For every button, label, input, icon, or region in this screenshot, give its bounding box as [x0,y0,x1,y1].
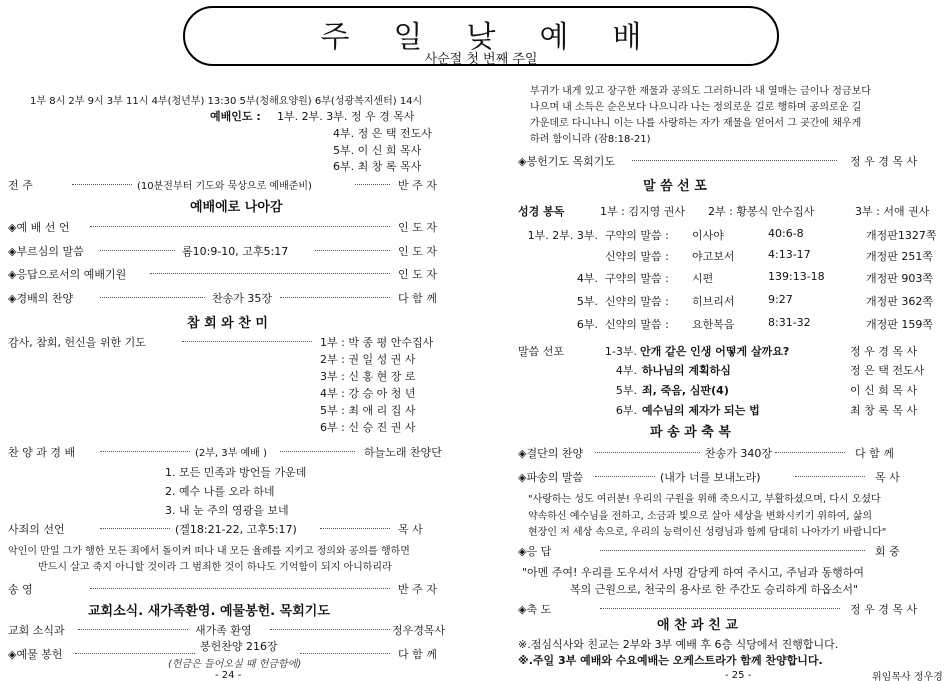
offering-leader: 다 함 께 [398,648,437,661]
reading-page: 개정판 903쪽 [866,272,933,285]
reading-page: 개정판 362쪽 [866,295,933,308]
sermon-preacher: 이 신 희 목 사 [850,384,918,397]
forgive-text: 반드시 살고 죽지 아니할 것이라 그 범죄한 것이 하나도 기억함이 되지 아니하리라 [38,562,392,573]
sending-leader: 목 사 [875,471,900,484]
reading-kind: 구약의 말씀 : [605,229,669,242]
offering-label: ◈예물 봉헌 [8,648,63,661]
sermon-preacher: 최 창 록 목 사 [850,404,918,417]
words-desc: 롬10:9-10, 고후5:17 [182,245,289,258]
offer-prayer-leader: 정 우 경 목 사 [850,155,918,168]
reading-kind: 신약의 말씀 : [605,318,669,331]
reading-book: 이사야 [692,229,724,242]
doxology-leader: 반 주 자 [398,583,437,596]
sermon-title: 죄, 죽음, 심판(4) [642,384,729,397]
sermon-title: 예수님의 제자가 되는 법 [642,404,760,417]
praise-label: ◈경배의 찬양 [8,292,74,305]
presider-line: 6부. 최 창 록 목사 [333,160,422,173]
title-banner [183,6,779,66]
section-heading: 애 찬 과 친 교 [657,618,738,633]
reading-page: 개정판 251쪽 [866,250,933,263]
reading-service: 4부. [576,272,598,285]
footer-signature: 위임목사 정우경 [872,672,943,681]
prayer-person: 1부 : 박 종 평 안수집사 [320,336,434,349]
news-leader: 정우경목사 [392,624,446,637]
sermon-service: 6부. [615,404,637,417]
reading-ref: 9:27 [768,293,793,306]
sermon-service: 1-3부. [604,345,637,358]
reading-kind: 구약의 말씀 : [605,272,669,285]
page-number: - 25 - [725,670,752,681]
section-heading: 교회소식. 새가족환영. 예물봉헌. 목회기도 [88,604,330,619]
page-title: 주일낮예배 [320,20,686,55]
sending-text: "사랑하는 성도 여러분! 우리의 구원을 위해 죽으시고, 부활하셨으며, 다시 오셨다 [528,494,881,505]
presider-line: 1부. 2부. 3부. 정 우 경 목사 [277,110,415,123]
news-desc: 새가족 환영 [195,624,252,637]
choir-name: 하늘노래 찬양단 [364,446,442,459]
scripture-line: 하려 함이니라 (잠8:18-21) [530,134,651,145]
page-subtitle: 사순절 첫 번째 주일 [424,52,538,67]
closing-hymn-label: ◈결단의 찬양 [518,447,584,460]
reading-book: 시편 [692,272,714,285]
words-label: ◈부르심의 말씀 [8,245,84,258]
response-label: ◈응 답 [518,545,552,558]
choir-label: 찬 양 과 경 배 [8,446,76,459]
closing-hymn-desc: 찬송가 340장 [705,447,772,460]
prelude-leader: 반 주 자 [398,179,437,192]
prayer-person: 5부 : 최 애 리 집 사 [320,404,416,417]
sending-text: 현장인 저 세상 속으로, 우리의 능력이신 성령님과 함께 담대히 나아가기 바랍니다" [528,527,887,538]
notice-line: ※.주일 3부 예배와 수요예배는 오케스트라가 함께 찬양합니다. [518,654,823,667]
page-number: - 24 - [215,670,242,681]
scripture-line: 부귀가 내게 있고 장구한 재물과 공의도 그러하니라 내 열매는 금이나 정금보다 [530,86,871,97]
reading-kind: 신약의 말씀 : [605,250,669,263]
response-text: 복의 근원으로, 천국의 용사로 한 주간도 승리하게 하옵소서" [570,583,859,596]
prayer-person: 3부 : 신 홍 현 장 로 [320,370,416,383]
hymn-line: 1. 모든 민족과 방언들 가운데 [165,466,307,479]
sermon-preacher: 정 우 경 목 사 [850,345,918,358]
scripture-line: 가운데로 다니나니 이는 나를 사랑하는 자가 재물을 얻어서 그 곳간에 채우게 [530,118,862,129]
sending-text: 약속하신 예수님을 전하고, 소금과 빛으로 살아 세상을 변화시키기 위하여, 삶의 [528,511,873,522]
forgive-leader: 목 사 [398,523,423,536]
forgive-desc: (겔18:21-22, 고후5:17) [175,523,297,536]
response-text: "아멘 주여! 우리를 도우셔서 사명 감당케 하여 주시고, 주님과 동행하여 [522,566,864,579]
sending-desc: (내가 너를 보내노라) [660,471,761,484]
presider-label: 예배인도 : [210,110,261,123]
words-leader: 인 도 자 [398,245,437,258]
reader: 2부 : 황봉식 안수집사 [708,205,815,218]
closing-hymn-leader: 다 함 께 [855,447,894,460]
prayer-label: ◈응답으로서의 예배기원 [8,268,127,281]
reading-page: 개정판 159쪽 [866,318,933,331]
sermon-preacher: 정 은 택 전도사 [850,364,925,377]
praise-leader: 다 함 께 [398,292,437,305]
reading-page: 개정판1327쪽 [866,229,937,242]
presider-line: 5부. 이 신 희 목사 [333,144,422,157]
hymn-line: 3. 내 눈 주의 영광을 보네 [165,504,289,517]
response-leader: 회 중 [875,545,900,558]
offer-prayer-label: ◈봉헌기도 목회기도 [518,155,615,168]
reading-ref: 139:13-18 [768,270,825,283]
sermon-title: 안개 같은 인생 어떻게 살까요? [640,345,790,358]
prayer-person: 4부 : 강 승 아 청 년 [320,387,416,400]
section-heading: 파 송 과 축 복 [650,425,731,440]
readers-label: 성경 봉독 [518,205,565,218]
prayer-title: 감사, 참회, 헌신을 위한 기도 [8,336,146,349]
sending-label: ◈파송의 말씀 [518,471,584,484]
sermon-title: 하나님의 계획하심 [642,364,731,377]
section-heading: 참 회 와 찬 미 [187,316,268,331]
blessing-label: ◈축 도 [518,603,552,616]
reading-service: 1부. 2부. 3부. [527,229,598,242]
reader: 3부 : 서애 권사 [855,205,930,218]
hymn-line: 2. 예수 나를 오라 하네 [165,485,275,498]
reading-service: 6부. [576,318,598,331]
offering-desc: 봉헌찬양 216장 [200,640,278,653]
service-schedule: 1부 8시 2부 9시 3부 11시 4부(청년부) 13:30 5부(청해요양원) 6부(성광복지센터) 14시 [30,96,423,107]
section-heading: 말 씀 선 포 [643,179,707,194]
reader: 1부 : 김지영 권사 [600,205,685,218]
reading-ref: 8:31-32 [768,316,811,329]
notice-line: ※.점심식사와 친교는 2부와 3부 예배 후 6층 식당에서 진행합니다. [518,638,839,651]
presider-line: 4부. 정 은 택 전도사 [333,127,432,140]
prelude-label: 전 주 [8,179,33,192]
call-leader: 인 도 자 [398,221,437,234]
reading-kind: 신약의 말씀 : [605,295,669,308]
scripture-line: 나으며 내 소득은 순은보다 나으니라 나는 정의로운 길로 행하며 공의로운 길 [530,102,862,113]
blessing-leader: 정 우 경 목 사 [850,603,918,616]
doxology-label: 송 영 [8,583,33,596]
reading-book: 히브리서 [692,295,735,308]
forgive-label: 사죄의 선언 [8,523,65,536]
prayer-person: 6부 : 신 승 진 권 사 [320,421,416,434]
section-heading: 예배에로 나아감 [190,200,283,215]
praise-desc: 찬송가 35장 [212,292,272,305]
prelude-desc: (10분전부터 기도와 묵상으로 예배준비) [137,181,312,192]
prayer-leader: 인 도 자 [398,268,437,281]
news-label: 교회 소식과 [8,624,65,637]
sermon-label: 말씀 선포 [518,345,565,358]
prayer-person: 2부 : 권 일 성 권 사 [320,353,416,366]
sermon-service: 4부. [615,364,637,377]
reading-book: 요한복음 [692,318,735,331]
choir-desc: (2부, 3부 예배 ) [195,448,267,459]
call-label: ◈예 배 선 언 [8,221,70,234]
reading-ref: 40:6-8 [768,227,804,240]
reading-ref: 4:13-17 [768,248,811,261]
sermon-service: 5부. [615,384,637,397]
reading-book: 야고보서 [692,250,735,263]
forgive-text: 악인이 만일 그가 행한 모든 죄에서 돌이켜 떠나 내 모든 율례를 지키고 정의와 공의를 행하면 [8,546,410,557]
offering-note: (헌금은 들어오실 때 헌금함에) [168,659,302,670]
reading-service: 5부. [576,295,598,308]
